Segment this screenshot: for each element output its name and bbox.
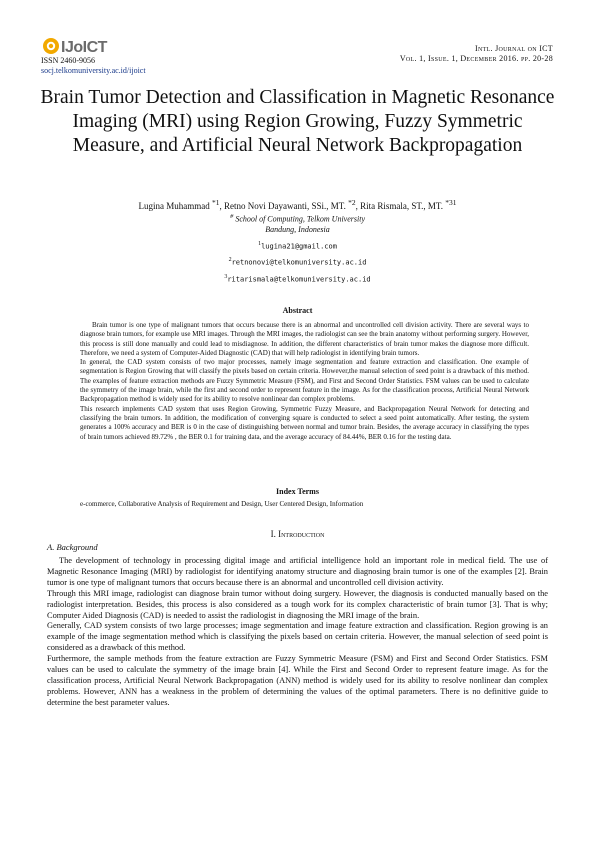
body-paragraph: The development of technology in processing digital image and artificial intelligence hold an important role in medical field. The use of Magnetic Resonance Imaging (MRI) by radiologist for identifying anatomy structure and diagnosing brain tumor is one of the examples [2]. Brain tumor is one type of malignant tumors that occurs because there is an abnormal and uncontrolled cell division activity.: [47, 556, 548, 587]
logo-text: IJoICT: [61, 39, 107, 56]
abstract-body: [80, 321, 529, 442]
subsection-heading: A. Background: [47, 542, 98, 552]
abstract-paragraph: Brain tumor is one type of malignant tumors that occurs because there is an abnormal and uncontrolled cell division activity. There are several ways to diagnose brain tumors, for example use MRI images. Through the MRI images, the radiologist can see the brain anatomy without performing surgery. However, this process is still done manually and could lead to misdiagnose. In addition, the different characteristics of brain tumor makes the diagnose more difficult. Therefore, we need a system of Computer-Aided Diagnostic (CAD) that will help radiologist in identifying brain tumors.: [80, 321, 529, 357]
section-number: I.: [270, 529, 279, 539]
abstract-paragraph: In general, the CAD system consists of two major processes, namely image segmentation and feature extraction and classification. One example of segmentation is Region Growing that will classify the pixels based on certain criteria. However,the manual selection of seed point is a drawback of this method. The examples of feature extraction methods are Fuzzy Symmetric Measure (FSM), and First and Second Order Statistics. FSM values can be used to calculate the symmetry of the image brain, while the first and second order to represent feature in the image. As for the classification process, Artificial Neural Network Backpropagation method is widely used for its ability to resolve nonlinear dan complex problems.: [80, 358, 529, 404]
index-terms-heading: Index Terms: [276, 487, 319, 496]
email-1-link[interactable]: lugina21@gmail.com: [261, 242, 337, 251]
index-terms: e-commerce, Collaborative Analysis of Requirement and Design, User Centered Design, Information: [80, 500, 364, 508]
affiliation: [40, 212, 555, 235]
body-text: [47, 556, 548, 709]
issn-block: [41, 56, 146, 76]
author-1: Lugina Muhammad: [138, 201, 212, 211]
journal-issue: Vol. 1, Issue. 1, December 2016. pp. 20-28: [399, 54, 553, 63]
email-3-link[interactable]: ritarismala@telkomuniversity.ac.id: [227, 274, 371, 283]
section-title: Introduction: [278, 529, 325, 539]
author-2-mark: *2: [348, 198, 356, 207]
abstract-paragraph: This research implements CAD system that uses Region Growing, Symmetric Fuzzy Measure, and Backpropagation Neural Network for detecting and classifying the brain tumors. In addition, the modification of converging square is conducted to select a seed point automatically. After testing, the system generates a 100% accuracy and BER is 0 in the case of distinguishing between normal and tumor brain. Besides, the average accuracy in classifying the types of brain tumors achieved 89.72% , the BER 0.1 for training data, and the average accuracy of 84.44%, BER 0.16 for the testing data.: [80, 404, 529, 441]
journal-info: [400, 44, 553, 64]
author-3: , Rita Rismala, ST., MT.: [355, 201, 446, 211]
body-paragraph: Furthermore, the sample methods from the feature extraction are Fuzzy Symmetric Measure (FSM) and First and Second Order Statistics. FSM values can be used to calculate the symmetry of the image brain [4]. While the First and Second Order to represent feature image. As for the classification process, Artificial Neural Network Backpropagation (ANN) method is widely used for its ability to resolve nonlinear dan complex problems. However, ANN has a weakness in the problem of determining the values of the optimal parameters. There is no definitive guide to determine the best parameter values.: [47, 654, 548, 707]
email-2-link[interactable]: retnonovi@telkomuniversity.ac.id: [231, 258, 367, 267]
abstract-heading: Abstract: [282, 306, 313, 315]
body-paragraph: Through this MRI image, radiologist can diagnose brain tumor without doing surgery. However, the diagnosis is conducted manually based on the radiologist interpretation. Besides, this process is also considered as a tough work for its complex characteristic of brain tumor [3]. That is why; Computer Aided Diagnosis (CAD) is needed to assist the radiologist in diagnosing the MRI image of the brain.: [47, 588, 548, 620]
author-list: [40, 198, 555, 211]
email-list: [40, 237, 555, 286]
section-heading: [40, 529, 555, 539]
body-paragraph: Generally, CAD system consists of two large processes; image segmentation and image feature extraction and classification. Region growing is an example of the image segmentation method which is classifying the pixels based on certain criteria. However, the manual selection of seed point is considered as a drawback of this method.: [47, 621, 548, 653]
affiliation-mark: #: [229, 213, 234, 220]
email-item: $^1$lugina21@gmail.com: [258, 241, 337, 251]
journal-name: Intl. Journal on ICT: [475, 44, 553, 53]
author-2: , Retno Novi Dayawanti, SSi., MT.: [219, 201, 349, 211]
email-item: $^2$retnonovi@telkomuniversity.ac.id: [228, 257, 367, 267]
email-item: $^3$ritarismala@telkomuniversity.ac.id: [224, 273, 371, 283]
issn: ISSN 2460-9056: [41, 56, 96, 65]
journal-url-link[interactable]: socj.telkomuniversity.ac.id/ijoict: [41, 66, 146, 75]
author-3-mark: *31: [445, 198, 457, 207]
journal-logo: [40, 36, 114, 56]
affiliation-line-2: Bandung, Indonesia: [265, 224, 330, 234]
paper-title: Brain Tumor Detection and Classification in Magnetic Resonance Imaging (MRI) using Region Growing, Fuzzy Symmetric Measure, and Artificial Neural Network Backpropagation: [40, 87, 555, 156]
author-1-mark: *1: [212, 198, 220, 207]
affiliation-line-1: School of Computing, Telkom University: [233, 214, 366, 224]
